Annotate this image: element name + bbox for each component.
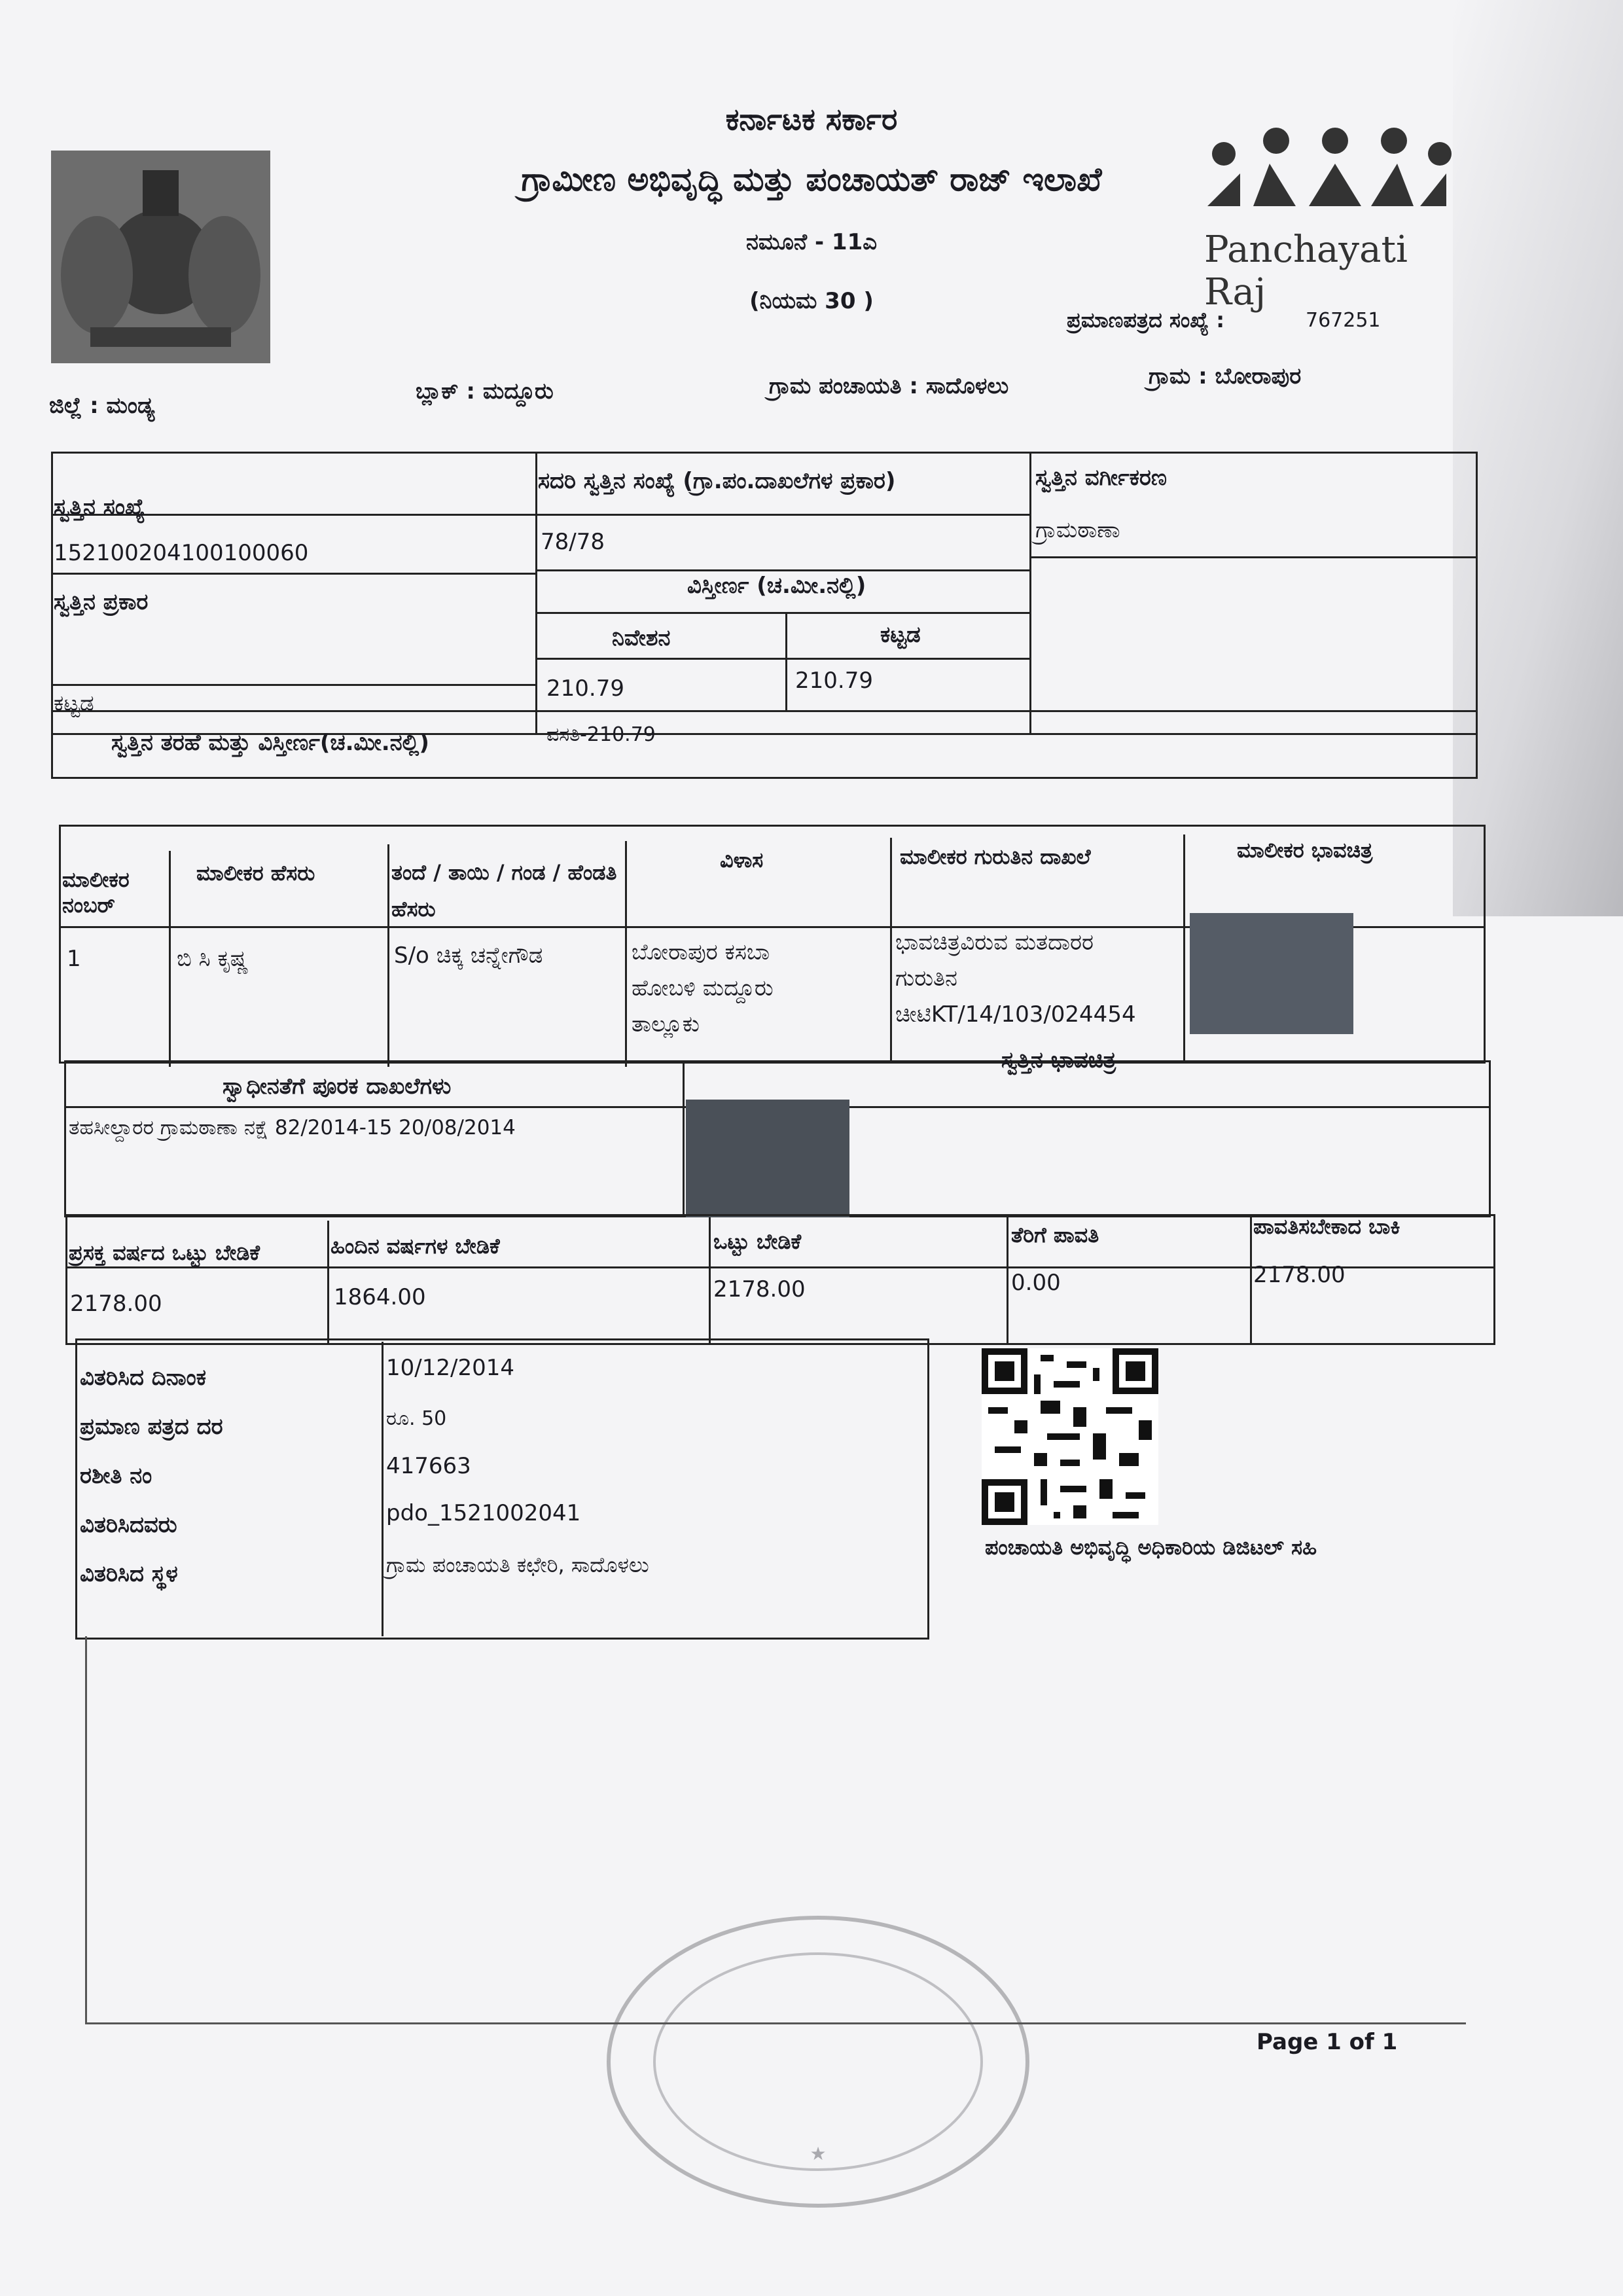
previous-demand-header: ಹಿಂದಿನ ವರ್ಷಗಳ ಬೇಡಿಕೆ — [330, 1234, 500, 1259]
building-label: ಕಟ್ಟಡ — [880, 622, 921, 648]
building-area-value: 210.79 — [795, 668, 873, 694]
owner-photo — [1190, 913, 1353, 1034]
issued-by-value: pdo_1521002041 — [386, 1500, 581, 1526]
certificate-label: ಪ್ರಮಾಣಪತ್ರದ ಸಂಖ್ಯೆ : — [1067, 308, 1225, 332]
government-title: ಕರ್ನಾಟಕ ಸರ್ಕಾರ — [725, 101, 898, 137]
classification-value: ಗ್ರಾಮಠಾಣಾ — [1035, 517, 1120, 543]
owner-relation: S/o ಚಿಕ್ಕ ಚನ್ನೇಗೌಡ — [394, 942, 543, 969]
reference-number-label: ಸದರಿ ಸ್ವತ್ತಿನ ಸಂಖ್ಯೆ (ಗ್ರಾ.ಪಂ.ದಾಖಲೆಗಳ ಪ್ರಕಾರ) — [538, 468, 896, 494]
form-number: ನಮೂನೆ - 11ಎ — [745, 229, 878, 255]
property-type-label: ಸ್ವತ್ತಿನ ಪ್ರಕಾರ — [54, 589, 149, 615]
relation-header: ತಂದೆ / ತಾಯಿ / ಗಂಡ / ಹೆಂಡತಿ ಹೆಸರು — [391, 860, 617, 922]
owner-address-line: ಬೋರಾಪುರ ಕಸಬಾ — [632, 939, 770, 965]
issue-date-value: 10/12/2014 — [386, 1355, 514, 1381]
gram-panchayat: ಗ್ರಾಮ ಪಂಚಾಯತಿ : ಸಾದೊಳಲು — [769, 373, 1009, 399]
district: ಜಿಲ್ಲೆ : ಮಂಡ್ಯ — [49, 393, 155, 419]
svg-text:★: ★ — [810, 2143, 827, 2164]
panchayati-raj-logo — [1204, 121, 1453, 314]
qr-code — [982, 1348, 1158, 1525]
property-photo — [686, 1100, 849, 1217]
tax-paid-header: ತೆರಿಗೆ ಪಾವತಿ — [1011, 1223, 1099, 1247]
area-label: ವಿಸ್ತೀರ್ಣ (ಚ.ಮೀ.ನಲ್ಲಿ) — [687, 573, 866, 599]
site-area-value: 210.79 — [546, 675, 624, 702]
classification-label: ಸ್ವತ್ತಿನ ವರ್ಗೀಕರಣ — [1035, 465, 1168, 491]
id-document-header: ಮಾಲೀಕರ ಗುರುತಿನ ದಾಖಲೆ — [900, 844, 1091, 869]
certificate-number: 767251 — [1306, 309, 1381, 332]
supporting-docs-value: ತಹಸೀಲ್ದಾರರ ಗ್ರಾಮಠಾಣಾ ನಕ್ಷೆ 82/2014-15 20/08/2014 — [69, 1116, 516, 1139]
usage-value: ವಸತಿ-210.79 — [546, 723, 656, 746]
certificate-fee-value: ರೂ. 50 — [386, 1407, 447, 1430]
owner-photo-header: ಮಾಲೀಕರ ಭಾವಚಿತ್ರ — [1237, 838, 1373, 863]
receipt-number-label: ರಶೀತಿ ನಂ — [80, 1463, 152, 1489]
issued-by-label: ವಿತರಿಸಿದವರು — [80, 1512, 177, 1538]
owner-id-line: ಚೀಟಿKT/14/103/024454 — [895, 1001, 1136, 1028]
certificate-fee-label: ಪ್ರಮಾಣ ಪತ್ರದ ದರ — [80, 1414, 223, 1440]
property-type-value: ಕಟ್ಟಡ — [54, 691, 94, 717]
total-demand-header: ಒಟ್ಟು ಬೇಡಿಕೆ — [713, 1229, 802, 1254]
office-seal-stamp — [589, 1905, 1047, 2219]
issue-place-value: ಗ್ರಾಮ ಪಂಚಾಯತಿ ಕಛೇರಿ, ಸಾದೊಳಲು — [386, 1552, 649, 1577]
current-demand-value: 2178.00 — [70, 1291, 162, 1317]
previous-demand-value: 1864.00 — [334, 1284, 426, 1310]
page-number: Page 1 of 1 — [1257, 2029, 1398, 2055]
current-demand-header: ಪ್ರಸಕ್ತ ವರ್ಷದ ಒಟ್ಟು ಬೇಡಿಕೆ — [69, 1240, 260, 1265]
usage-label: ಸ್ವತ್ತಿನ ತರಹೆ ಮತ್ತು ವಿಸ್ತೀರ್ಣ(ಚ.ಮೀ.ನಲ್ಲಿ) — [111, 730, 429, 756]
owner-id-line: ಭಾವಚಿತ್ರವಿರುವ ಮತದಾರರ — [895, 929, 1094, 956]
receipt-number-value: 417663 — [386, 1453, 471, 1479]
supporting-docs-label: ಸ್ವಾಧೀನತೆಗೆ ಪೂರಕ ದಾಖಲೆಗಳು — [223, 1073, 452, 1100]
logo-text: Panchayati Raj — [1204, 228, 1408, 314]
property-number-value: 152100204100100060 — [54, 540, 309, 566]
owner-number-header: ಮಾಲೀಕರ ನಂಬರ್ — [62, 867, 130, 918]
owner-number: 1 — [67, 946, 81, 972]
block: ಬ್ಲಾಕ್ : ಮದ್ದೂರು — [416, 378, 554, 404]
rule-number: (ನಿಯಮ 30 ) — [749, 288, 874, 314]
total-demand-value: 2178.00 — [713, 1276, 806, 1302]
property-photo-label: ಸ್ವತ್ತಿನ ಭಾವಚಿತ್ರ — [1001, 1047, 1116, 1073]
issue-date-label: ವಿತರಿಸಿದ ದಿನಾಂಕ — [80, 1365, 206, 1391]
issue-place-label: ವಿತರಿಸಿದ ಸ್ಥಳ — [80, 1561, 178, 1587]
reference-number-value: 78/78 — [541, 529, 605, 555]
owner-name-header: ಮಾಲೀಕರ ಹೆಸರು — [196, 861, 315, 886]
balance-due-header: ಪಾವತಿಸಬೇಕಾದ ಬಾಕಿ — [1253, 1214, 1400, 1239]
tax-paid-value: 0.00 — [1011, 1270, 1061, 1296]
digital-signature-label: ಪಂಚಾಯತಿ ಅಭಿವೃದ್ಧಿ ಅಧಿಕಾರಿಯ ಡಿಜಿಟಲ್ ಸಹಿ — [985, 1535, 1317, 1560]
site-label: ನಿವೇಶನ — [612, 625, 671, 651]
owner-name: ಬಿ ಸಿ ಕೃಷ್ಣ — [177, 946, 249, 972]
owner-address-line: ಹೋಬಳಿ ಮದ್ದೂರು — [632, 975, 774, 1001]
owner-address-line: ತಾಲ್ಲೂಕು — [632, 1011, 700, 1037]
village: ಗ್ರಾಮ : ಬೋರಾಪುರ — [1149, 363, 1302, 389]
property-number-label: ಸ್ವತ್ತಿನ ಸಂಖ್ಯೆ — [54, 494, 145, 520]
department-title: ಗ್ರಾಮೀಣ ಅಭಿವೃದ್ಧಿ ಮತ್ತು ಪಂಚಾಯತ್ ರಾಜ್ ಇಲಾಖೆ — [521, 160, 1102, 198]
owner-id-line: ಗುರುತಿನ — [895, 965, 957, 992]
address-header: ವಿಳಾಸ — [720, 848, 764, 872]
balance-due-value: 2178.00 — [1253, 1262, 1346, 1288]
